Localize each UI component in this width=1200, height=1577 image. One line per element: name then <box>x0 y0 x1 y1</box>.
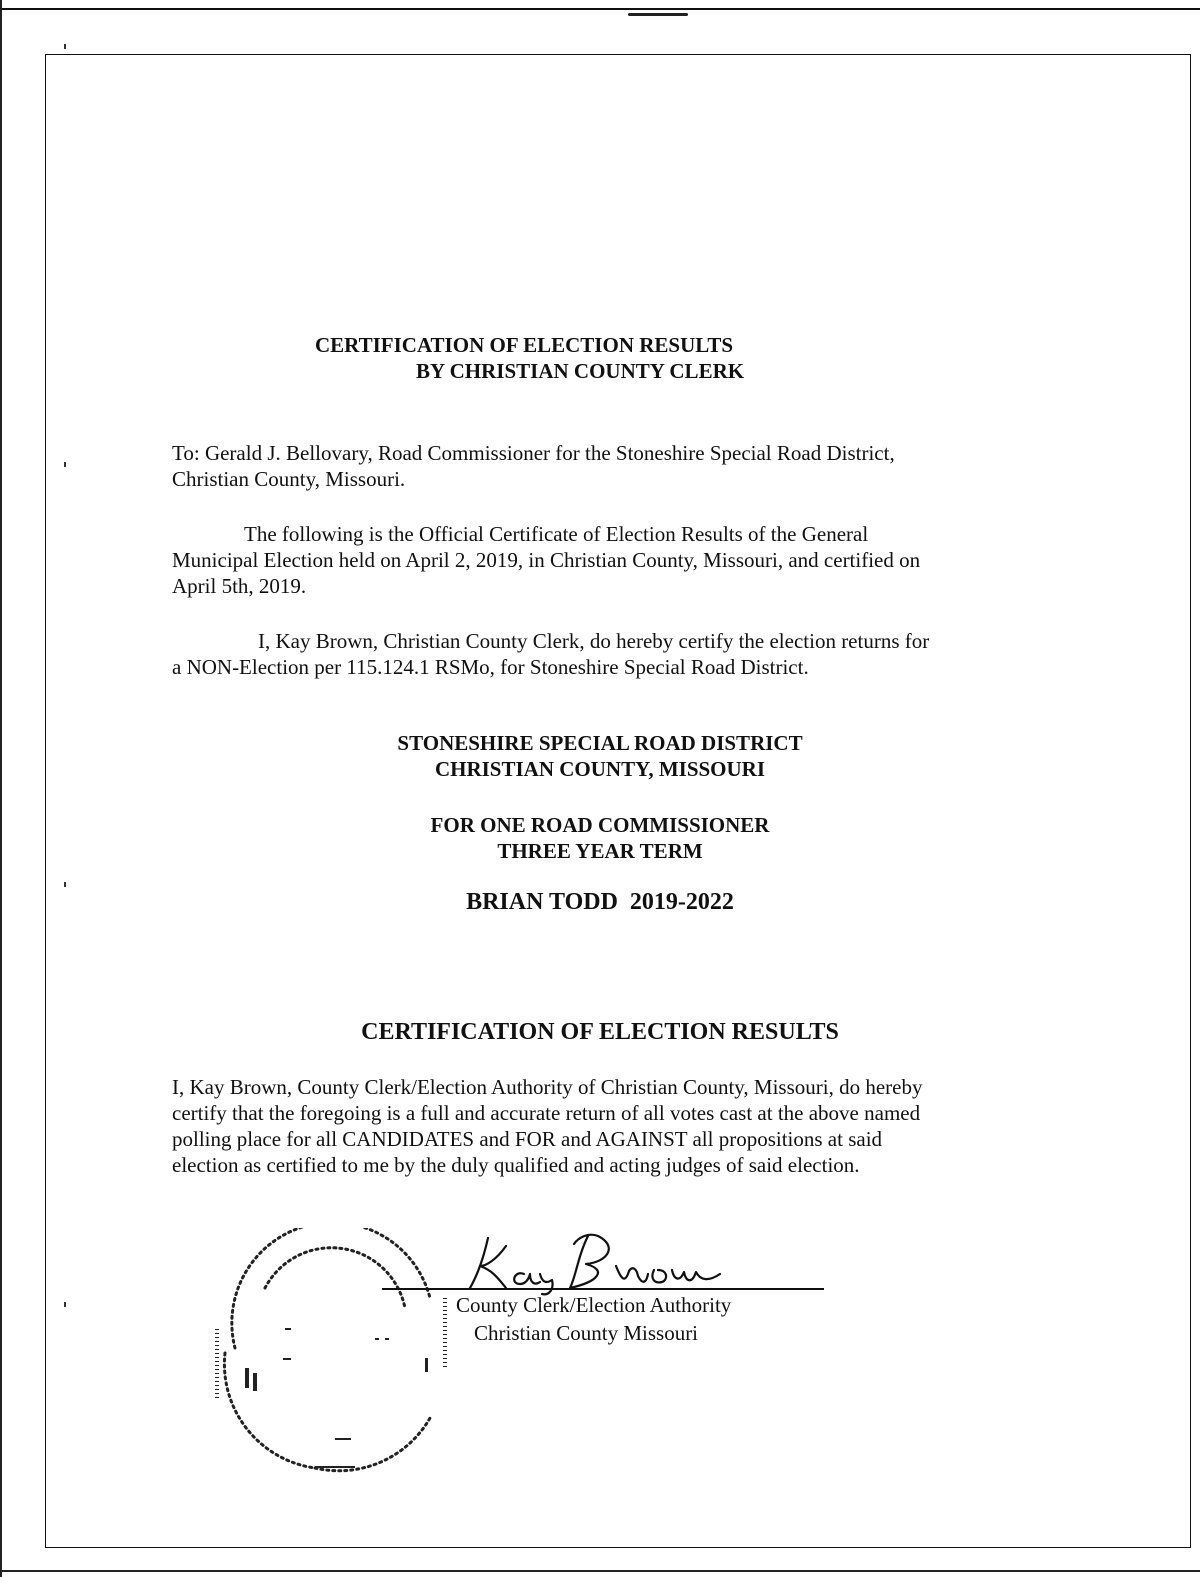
office-title: FOR ONE ROAD COMMISSIONER <box>430 813 770 837</box>
scan-edge-top <box>0 8 1200 10</box>
paragraph2-line2: a NON-Election per 115.124.1 RSMo, for Stoneshire Special Road District. <box>172 655 809 679</box>
paragraph1-line3: April 5th, 2019. <box>172 574 307 598</box>
certification-line3: polling place for all CANDIDATES and FOR and AGAINST all propositions at said <box>172 1127 883 1151</box>
paragraph1-line2: Municipal Election held on April 2, 2019, in Christian County, Missouri, and certified on <box>172 548 921 572</box>
district-county: CHRISTIAN COUNTY, MISSOURI <box>434 757 766 781</box>
certification-line4: election as certified to me by the duly qualified and acting judges of said election. <box>172 1153 860 1177</box>
addressee-line1: To: Gerald J. Bellovary, Road Commissioner for the Stoneshire Special Road District, <box>172 441 895 465</box>
county-seal-stamp <box>205 1228 455 1478</box>
addressee-line2: Christian County, Missouri. <box>172 467 406 491</box>
scan-edge-bottom <box>0 1570 1200 1572</box>
office-term: THREE YEAR TERM <box>497 839 703 863</box>
certification-line2: certify that the foregoing is a full and accurate return of all votes cast at the above named <box>172 1101 921 1125</box>
certification-title: CERTIFICATION OF ELECTION RESULTS <box>361 1019 839 1045</box>
district-name: STONESHIRE SPECIAL ROAD DISTRICT <box>397 731 803 755</box>
scan-mark <box>628 13 688 16</box>
certification-line1: I, Kay Brown, County Clerk/Election Authority of Christian County, Missouri, do hereby <box>172 1075 923 1099</box>
margin-mark <box>64 44 66 49</box>
paragraph1-line1: The following is the Official Certificate of Election Results of the General <box>244 522 869 546</box>
signer-title: County Clerk/Election Authority <box>456 1293 732 1317</box>
signature-line <box>382 1288 824 1290</box>
signer-office: Christian County Missouri <box>474 1321 699 1345</box>
scan-edge-left <box>0 0 2 1577</box>
paragraph2-line1: I, Kay Brown, Christian County Clerk, do hereby certify the election returns for <box>258 629 930 653</box>
winner-name: BRIAN TODD 2019-2022 <box>466 889 734 915</box>
signature-kay-brown <box>458 1226 738 1296</box>
document-title-line2: BY CHRISTIAN COUNTY CLERK <box>416 359 745 383</box>
document-title-line1: CERTIFICATION OF ELECTION RESULTS <box>315 333 734 357</box>
